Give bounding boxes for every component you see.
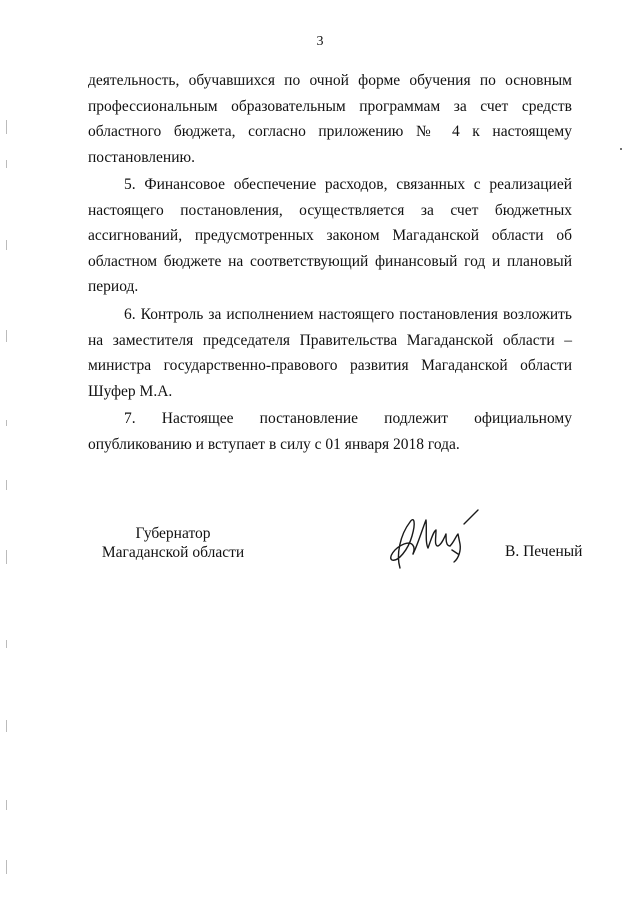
text-line: постановлению.: [88, 148, 195, 166]
text-line: областного бюджета, согласно приложению № 4 к настоящему: [88, 123, 572, 140]
handwritten-signature: [386, 500, 486, 580]
text-line: 6. Контроль за исполнением настоящего постановления возложить: [124, 306, 572, 323]
text-line: Шуфер М.А.: [88, 382, 173, 400]
page-number: 3: [316, 34, 324, 49]
scan-speck: [620, 148, 622, 150]
text-line: 5. Финансовое обеспечение расходов, связанных с реализацией: [124, 176, 572, 193]
signatory-name: В. Печеный: [505, 543, 583, 560]
text-line: ассигнований, предусмотренных законом Магаданской области об: [88, 227, 572, 244]
margin-scan-marks: [6, 120, 8, 880]
text-line: опубликованию и вступает в силу с 01 января 2018 года.: [88, 435, 460, 453]
text-line: министра государственно-правового развития Магаданской области: [88, 357, 572, 374]
signatory-title-line: Магаданской области: [101, 544, 245, 561]
text-line: период.: [88, 278, 139, 295]
text-line: 7. Настоящее постановление подлежит официальному: [124, 410, 572, 427]
text-line: деятельность, обучавшихся по очной форме обучения по основным: [88, 72, 572, 89]
signature-icon: [386, 500, 486, 575]
signatory-title-line: Губернатор: [135, 525, 211, 542]
paragraph-item-6: [88, 302, 572, 404]
text-line: настоящего постановления, осуществляется за счет бюджетных: [88, 201, 572, 219]
paragraph-continuation: [88, 68, 572, 170]
text-line: областном бюджете на соответствующий финансовый год и плановый: [88, 252, 572, 270]
paragraph-item-5: [88, 172, 572, 300]
paragraph-item-7: [88, 406, 572, 457]
text-line: профессиональным образовательным программам за счет средств: [88, 97, 572, 115]
signatory-title: [98, 524, 248, 562]
text-line: на заместителя председателя Правительства Магаданской области –: [88, 331, 572, 349]
